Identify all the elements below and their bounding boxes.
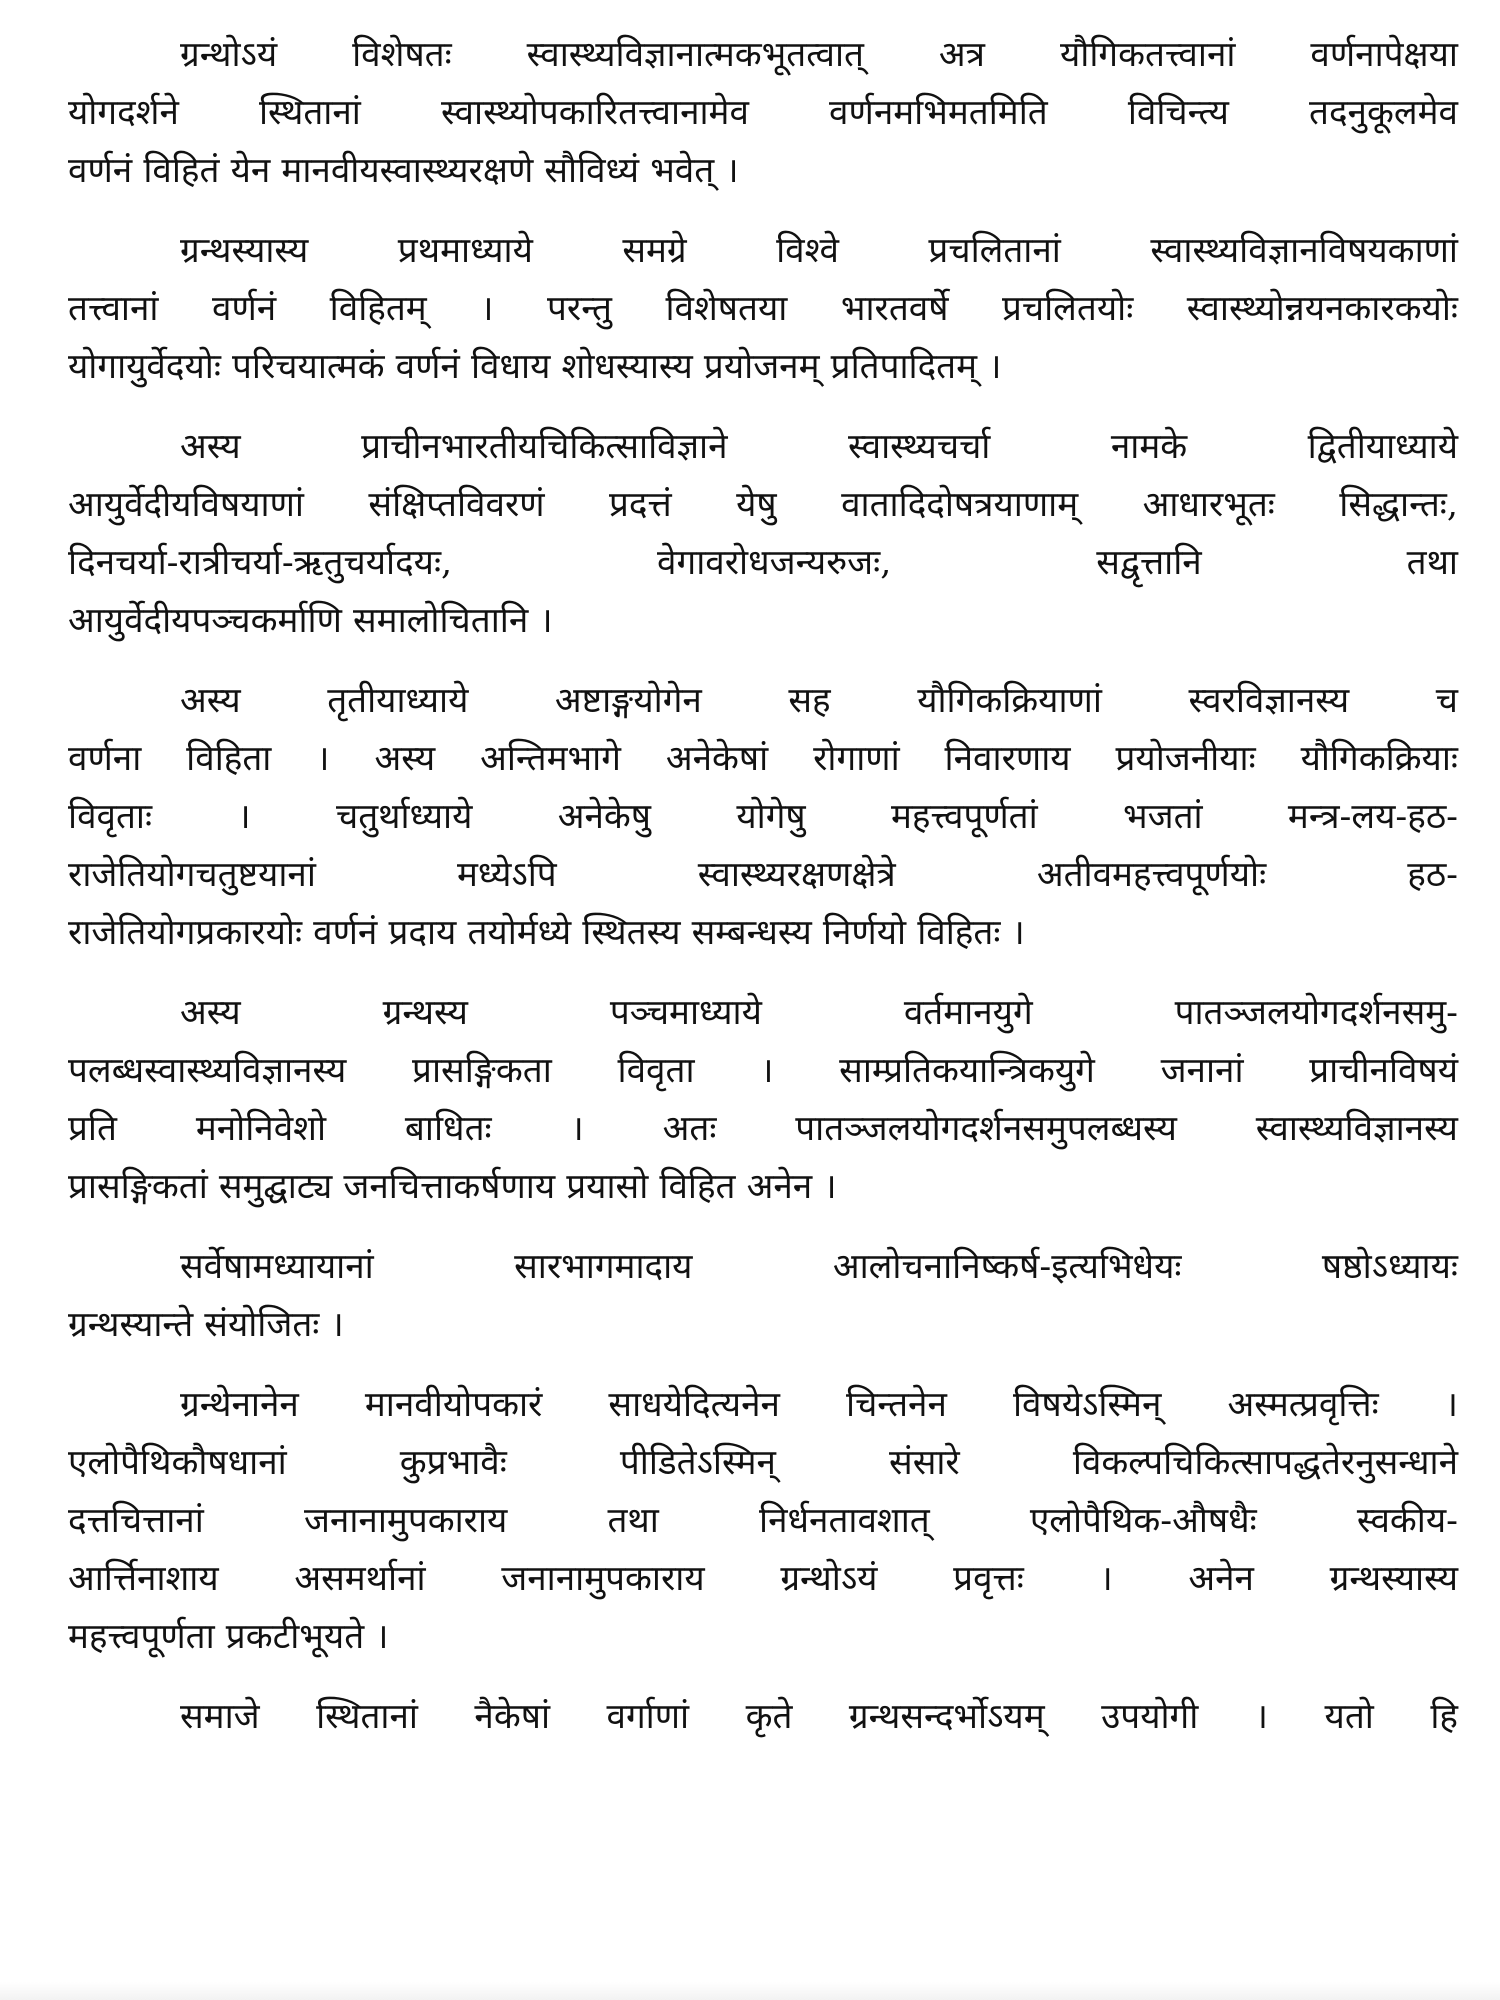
text-line: वर्णना विहिता । अस्य अन्तिमभागे अनेकेषां रोगाणां निवारणाय प्रयोजनीयाः यौगिकक्रियाः [68, 739, 1458, 779]
text-line: ग्रन्थस्यास्य प्रथमाध्याये समग्रे विश्वे प्रचलितानां स्वास्थ्यविज्ञानविषयकाणां [180, 231, 1458, 271]
text-line: अस्य तृतीयाध्याये अष्टाङ्गयोगेन सह यौगिकक्रियाणां स्वरविज्ञानस्य च [180, 681, 1458, 721]
text-line: अस्य ग्रन्थस्य पञ्चमाध्याये वर्तमानयुगे पातञ्जलयोगदर्शनसमु- [180, 993, 1458, 1033]
text-line: ग्रन्थस्यान्ते संयोजितः । [68, 1305, 344, 1345]
text-line: एलोपैथिकौषधानां कुप्रभावैः पीडितेऽस्मिन् संसारे विकल्पचिकित्सापद्धतेरनुसन्धाने [68, 1443, 1458, 1483]
text-line: प्रासङ्गिकतां समुद्घाट्य जनचित्ताकर्षणाय प्रयासो विहित अनेन । [68, 1167, 837, 1207]
text-line: विवृताः । चतुर्थाध्याये अनेकेषु योगेषु महत्त्वपूर्णतां भजतां मन्त्र-लय-हठ- [68, 797, 1458, 837]
text-line: अस्य प्राचीनभारतीयचिकित्साविज्ञाने स्वास्थ्यचर्चा नामके द्वितीयाध्याये [180, 427, 1458, 467]
paragraph-6 [68, 1238, 1458, 1354]
text-line: तत्त्वानां वर्णनं विहितम् । परन्तु विशेषतया भारतवर्षे प्रचलितयोः स्वास्थ्योन्नयनकारकयोः [68, 289, 1458, 329]
paragraph-4 [68, 672, 1458, 962]
text-line: आयुर्वेदीयपञ्चकर्माणि समालोचितानि । [68, 601, 553, 641]
paragraph-1 [68, 26, 1458, 200]
scan-edge-shadow [0, 1982, 1500, 2000]
text-line: समाजे स्थितानां नैकेषां वर्गाणां कृते ग्रन्थसन्दर्भोऽयम् उपयोगी । यतो हि [180, 1697, 1458, 1737]
paragraph-3 [68, 418, 1458, 650]
text-line: दत्तचित्तानां जनानामुपकाराय तथा निर्धनतावशात् एलोपैथिक-औषधैः स्वकीय- [68, 1501, 1458, 1541]
paragraph-8 [68, 1688, 1458, 1746]
document-body [68, 26, 1458, 1768]
text-line: योगायुर्वेदयोः परिचयात्मकं वर्णनं विधाय शोधस्यास्य प्रयोजनम् प्रतिपादितम् । [68, 347, 1002, 387]
text-line: आयुर्वेदीयविषयाणां संक्षिप्तविवरणं प्रदत्तं येषु वातादिदोषत्रयाणाम् आधारभूतः सिद्धान्तः, [68, 485, 1458, 525]
text-line: दिनचर्या-रात्रीचर्या-ऋतुचर्यादयः, वेगावरोधजन्यरुजः, सद्वृत्तानि तथा [68, 543, 1458, 583]
text-line: योगदर्शने स्थितानां स्वास्थ्योपकारितत्त्वानामेव वर्णनमभिमतमिति विचिन्त्य तदनुकूलमेव [68, 93, 1458, 133]
text-line: वर्णनं विहितं येन मानवीयस्वास्थ्यरक्षणे सौविध्यं भवेत् । [68, 151, 739, 191]
text-line: ग्रन्थोऽयं विशेषतः स्वास्थ्यविज्ञानात्मकभूतत्वात् अत्र यौगिकतत्त्वानां वर्णनापेक्षया [180, 35, 1458, 75]
paragraph-7 [68, 1376, 1458, 1666]
text-line: प्रति मनोनिवेशो बाधितः । अतः पातञ्जलयोगदर्शनसमुपलब्धस्य स्वास्थ्यविज्ञानस्य [68, 1109, 1458, 1149]
text-line: महत्त्वपूर्णता प्रकटीभूयते । [68, 1617, 389, 1657]
text-line: ग्रन्थेनानेन मानवीयोपकारं साधयेदित्यनेन चिन्तनेन विषयेऽस्मिन् अस्मत्प्रवृत्तिः । [180, 1385, 1458, 1425]
text-line: राजेतियोगप्रकारयोः वर्णनं प्रदाय तयोर्मध्ये स्थितस्य सम्बन्धस्य निर्णयो विहितः । [68, 913, 1025, 953]
text-line: सर्वेषामध्यायानां सारभागमादाय आलोचनानिष्कर्ष-इत्यभिधेयः षष्ठोऽध्यायः [180, 1247, 1458, 1287]
text-line: आर्त्तिनाशाय असमर्थानां जनानामुपकाराय ग्रन्थोऽयं प्रवृत्तः । अनेन ग्रन्थस्यास्य [68, 1559, 1458, 1599]
paragraph-5 [68, 984, 1458, 1216]
paragraph-2 [68, 222, 1458, 396]
text-line: पलब्धस्वास्थ्यविज्ञानस्य प्रासङ्गिकता विवृता । साम्प्रतिकयान्त्रिकयुगे जनानां प्राचीनविषयं [68, 1051, 1458, 1091]
text-line: राजेतियोगचतुष्टयानां मध्येऽपि स्वास्थ्यरक्षणक्षेत्रे अतीवमहत्त्वपूर्णयोः हठ- [68, 855, 1458, 895]
